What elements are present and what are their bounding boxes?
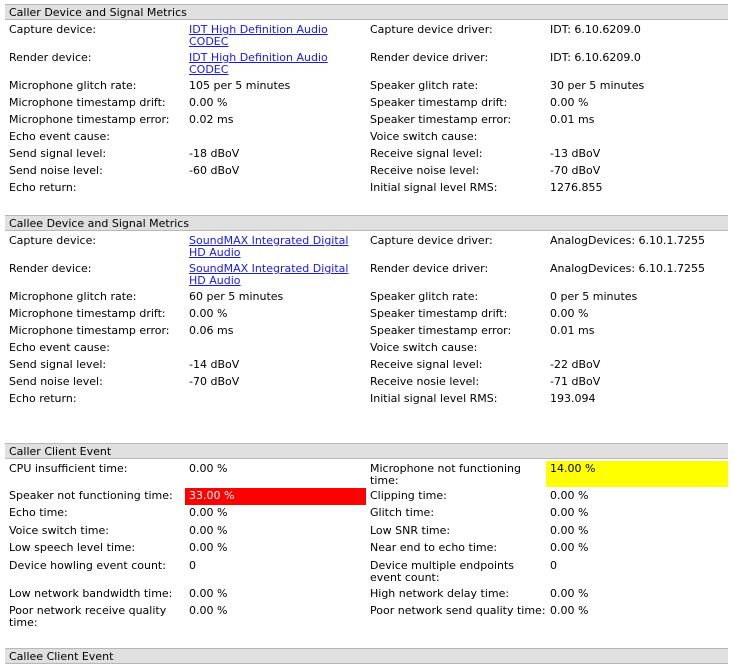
capture-device-link[interactable]: IDT High Definition Audio CODEC bbox=[189, 23, 328, 48]
label-send-noise-level: Send noise level: bbox=[9, 164, 103, 177]
value-glitch-time: 0.00 % bbox=[550, 506, 589, 519]
label-initial-signal-level-rms: Initial signal level RMS: bbox=[370, 392, 498, 405]
value-speaker-timestamp-error: 0.01 ms bbox=[550, 324, 595, 337]
label-speaker-timestamp-drift: Speaker timestamp drift: bbox=[370, 307, 508, 320]
label-mic-timestamp-drift: Microphone timestamp drift: bbox=[9, 96, 166, 109]
render-device-link[interactable]: IDT High Definition Audio CODEC bbox=[189, 51, 328, 76]
value-speaker-glitch-rate: 0 per 5 minutes bbox=[550, 290, 638, 303]
section-header-callee-device: Callee Device and Signal Metrics bbox=[5, 215, 728, 231]
value-speaker-timestamp-error: 0.01 ms bbox=[550, 113, 595, 126]
callee-device-section bbox=[5, 215, 728, 411]
value-render-device-driver: IDT: 6.10.6209.0 bbox=[550, 51, 641, 64]
label-speaker-timestamp-error: Speaker timestamp error: bbox=[370, 324, 512, 337]
value-echo-time: 0.00 % bbox=[189, 506, 228, 519]
value-initial-signal-level-rms: 193.094 bbox=[550, 392, 596, 405]
label-render-device: Render device: bbox=[9, 51, 92, 64]
value-capture-device-driver: IDT: 6.10.6209.0 bbox=[550, 23, 641, 36]
value-device-howling-event-count: 0 bbox=[189, 559, 196, 572]
value-mic-timestamp-drift: 0.00 % bbox=[189, 96, 228, 109]
value-receive-noise-level: -70 dBoV bbox=[550, 164, 601, 177]
label-capture-device: Capture device: bbox=[9, 23, 97, 36]
label-send-noise-level: Send noise level: bbox=[9, 375, 103, 388]
value-mic-timestamp-error: 0.02 ms bbox=[189, 113, 234, 126]
label-speaker-not-functioning-time: Speaker not functioning time: bbox=[9, 489, 173, 502]
label-echo-time: Echo time: bbox=[9, 506, 68, 519]
label-send-signal-level: Send signal level: bbox=[9, 147, 107, 160]
value-speaker-timestamp-drift: 0.00 % bbox=[550, 96, 589, 109]
value-high-network-delay-time: 0.00 % bbox=[550, 587, 589, 600]
value-receive-noise-level: -71 dBoV bbox=[550, 375, 601, 388]
label-clipping-time: Clipping time: bbox=[370, 489, 447, 502]
label-speaker-glitch-rate: Speaker glitch rate: bbox=[370, 290, 479, 303]
label-receive-signal-level: Receive signal level: bbox=[370, 147, 483, 160]
value-send-noise-level: -60 dBoV bbox=[189, 164, 240, 177]
value-mic-glitch-rate: 60 per 5 minutes bbox=[189, 290, 284, 303]
label-voice-switch-cause: Voice switch cause: bbox=[370, 130, 478, 143]
label-near-end-to-echo-time: Near end to echo time: bbox=[370, 541, 498, 554]
value-mic-timestamp-error: 0.06 ms bbox=[189, 324, 234, 337]
value-receive-signal-level: -22 dBoV bbox=[550, 358, 601, 371]
label-send-signal-level: Send signal level: bbox=[9, 358, 107, 371]
label-echo-return: Echo return: bbox=[9, 181, 77, 194]
render-device-link[interactable]: SoundMAX Integrated Digital HD Audio bbox=[189, 262, 349, 287]
value-mic-glitch-rate: 105 per 5 minutes bbox=[189, 79, 291, 92]
value-speaker-glitch-rate: 30 per 5 minutes bbox=[550, 79, 645, 92]
section-header-caller-device: Caller Device and Signal Metrics bbox=[5, 4, 728, 20]
value-clipping-time: 0.00 % bbox=[550, 489, 589, 502]
value-mic-not-functioning-time: 14.00 % bbox=[546, 461, 728, 487]
section-header-callee-client-event: Callee Client Event bbox=[5, 648, 728, 664]
value-send-signal-level: -18 dBoV bbox=[189, 147, 240, 160]
label-capture-device-driver: Capture device driver: bbox=[370, 234, 493, 247]
label-low-speech-level-time: Low speech level time: bbox=[9, 541, 136, 554]
value-low-network-bandwidth-time: 0.00 % bbox=[189, 587, 228, 600]
value-speaker-not-functioning-time: 33.00 % bbox=[185, 488, 366, 505]
value-cpu-insufficient-time: 0.00 % bbox=[189, 462, 228, 475]
label-voice-switch-time: Voice switch time: bbox=[9, 524, 109, 537]
label-speaker-timestamp-error: Speaker timestamp error: bbox=[370, 113, 512, 126]
label-receive-noise-level: Receive noise level: bbox=[370, 164, 480, 177]
value-low-snr-time: 0.00 % bbox=[550, 524, 589, 537]
label-poor-network-receive-quality-time: Poor network receive quality time: bbox=[9, 604, 167, 629]
label-render-device-driver: Render device driver: bbox=[370, 51, 489, 64]
label-render-device: Render device: bbox=[9, 262, 92, 275]
label-receive-signal-level: Receive signal level: bbox=[370, 358, 483, 371]
label-cpu-insufficient-time: CPU insufficient time: bbox=[9, 462, 128, 475]
value-low-speech-level-time: 0.00 % bbox=[189, 541, 228, 554]
label-high-network-delay-time: High network delay time: bbox=[370, 587, 510, 600]
value-poor-network-receive-quality-time: 0.00 % bbox=[189, 604, 228, 617]
label-render-device-driver: Render device driver: bbox=[370, 262, 489, 275]
value-voice-switch-time: 0.00 % bbox=[189, 524, 228, 537]
label-device-multiple-endpoints-event-count: Device multiple endpoints event count: bbox=[370, 559, 515, 584]
value-speaker-timestamp-drift: 0.00 % bbox=[550, 307, 589, 320]
label-mic-glitch-rate: Microphone glitch rate: bbox=[9, 79, 137, 92]
label-capture-device: Capture device: bbox=[9, 234, 97, 247]
label-echo-event-cause: Echo event cause: bbox=[9, 341, 110, 354]
label-initial-signal-level-rms: Initial signal level RMS: bbox=[370, 181, 498, 194]
label-device-howling-event-count: Device howling event count: bbox=[9, 559, 166, 572]
value-poor-network-send-quality-time: 0.00 % bbox=[550, 604, 589, 617]
label-speaker-glitch-rate: Speaker glitch rate: bbox=[370, 79, 479, 92]
section-header-caller-client-event: Caller Client Event bbox=[5, 443, 728, 459]
value-device-multiple-endpoints-event-count: 0 bbox=[550, 559, 557, 572]
value-capture-device-driver: AnalogDevices: 6.10.1.7255 bbox=[550, 234, 706, 247]
value-send-signal-level: -14 dBoV bbox=[189, 358, 240, 371]
label-echo-event-cause: Echo event cause: bbox=[9, 130, 110, 143]
label-voice-switch-cause: Voice switch cause: bbox=[370, 341, 478, 354]
value-initial-signal-level-rms: 1276.855 bbox=[550, 181, 603, 194]
label-mic-not-functioning-time: Microphone not functioning time: bbox=[370, 462, 521, 487]
label-mic-glitch-rate: Microphone glitch rate: bbox=[9, 290, 137, 303]
label-mic-timestamp-error: Microphone timestamp error: bbox=[9, 324, 170, 337]
label-speaker-timestamp-drift: Speaker timestamp drift: bbox=[370, 96, 508, 109]
value-receive-signal-level: -13 dBoV bbox=[550, 147, 601, 160]
caller-device-section bbox=[5, 4, 728, 200]
value-render-device-driver: AnalogDevices: 6.10.1.7255 bbox=[550, 262, 706, 275]
label-glitch-time: Glitch time: bbox=[370, 506, 435, 519]
label-receive-noise-level: Receive nosie level: bbox=[370, 375, 480, 388]
label-low-snr-time: Low SNR time: bbox=[370, 524, 451, 537]
label-low-network-bandwidth-time: Low network bandwidth time: bbox=[9, 587, 173, 600]
label-echo-return: Echo return: bbox=[9, 392, 77, 405]
value-mic-timestamp-drift: 0.00 % bbox=[189, 307, 228, 320]
label-mic-timestamp-error: Microphone timestamp error: bbox=[9, 113, 170, 126]
label-poor-network-send-quality-time: Poor network send quality time: bbox=[370, 604, 546, 617]
label-mic-timestamp-drift: Microphone timestamp drift: bbox=[9, 307, 166, 320]
label-capture-device-driver: Capture device driver: bbox=[370, 23, 493, 36]
capture-device-link[interactable]: SoundMAX Integrated Digital HD Audio bbox=[189, 234, 349, 259]
value-send-noise-level: -70 dBoV bbox=[189, 375, 240, 388]
callee-client-event-section bbox=[5, 648, 728, 664]
value-near-end-to-echo-time: 0.00 % bbox=[550, 541, 589, 554]
caller-client-event-section bbox=[5, 443, 728, 633]
